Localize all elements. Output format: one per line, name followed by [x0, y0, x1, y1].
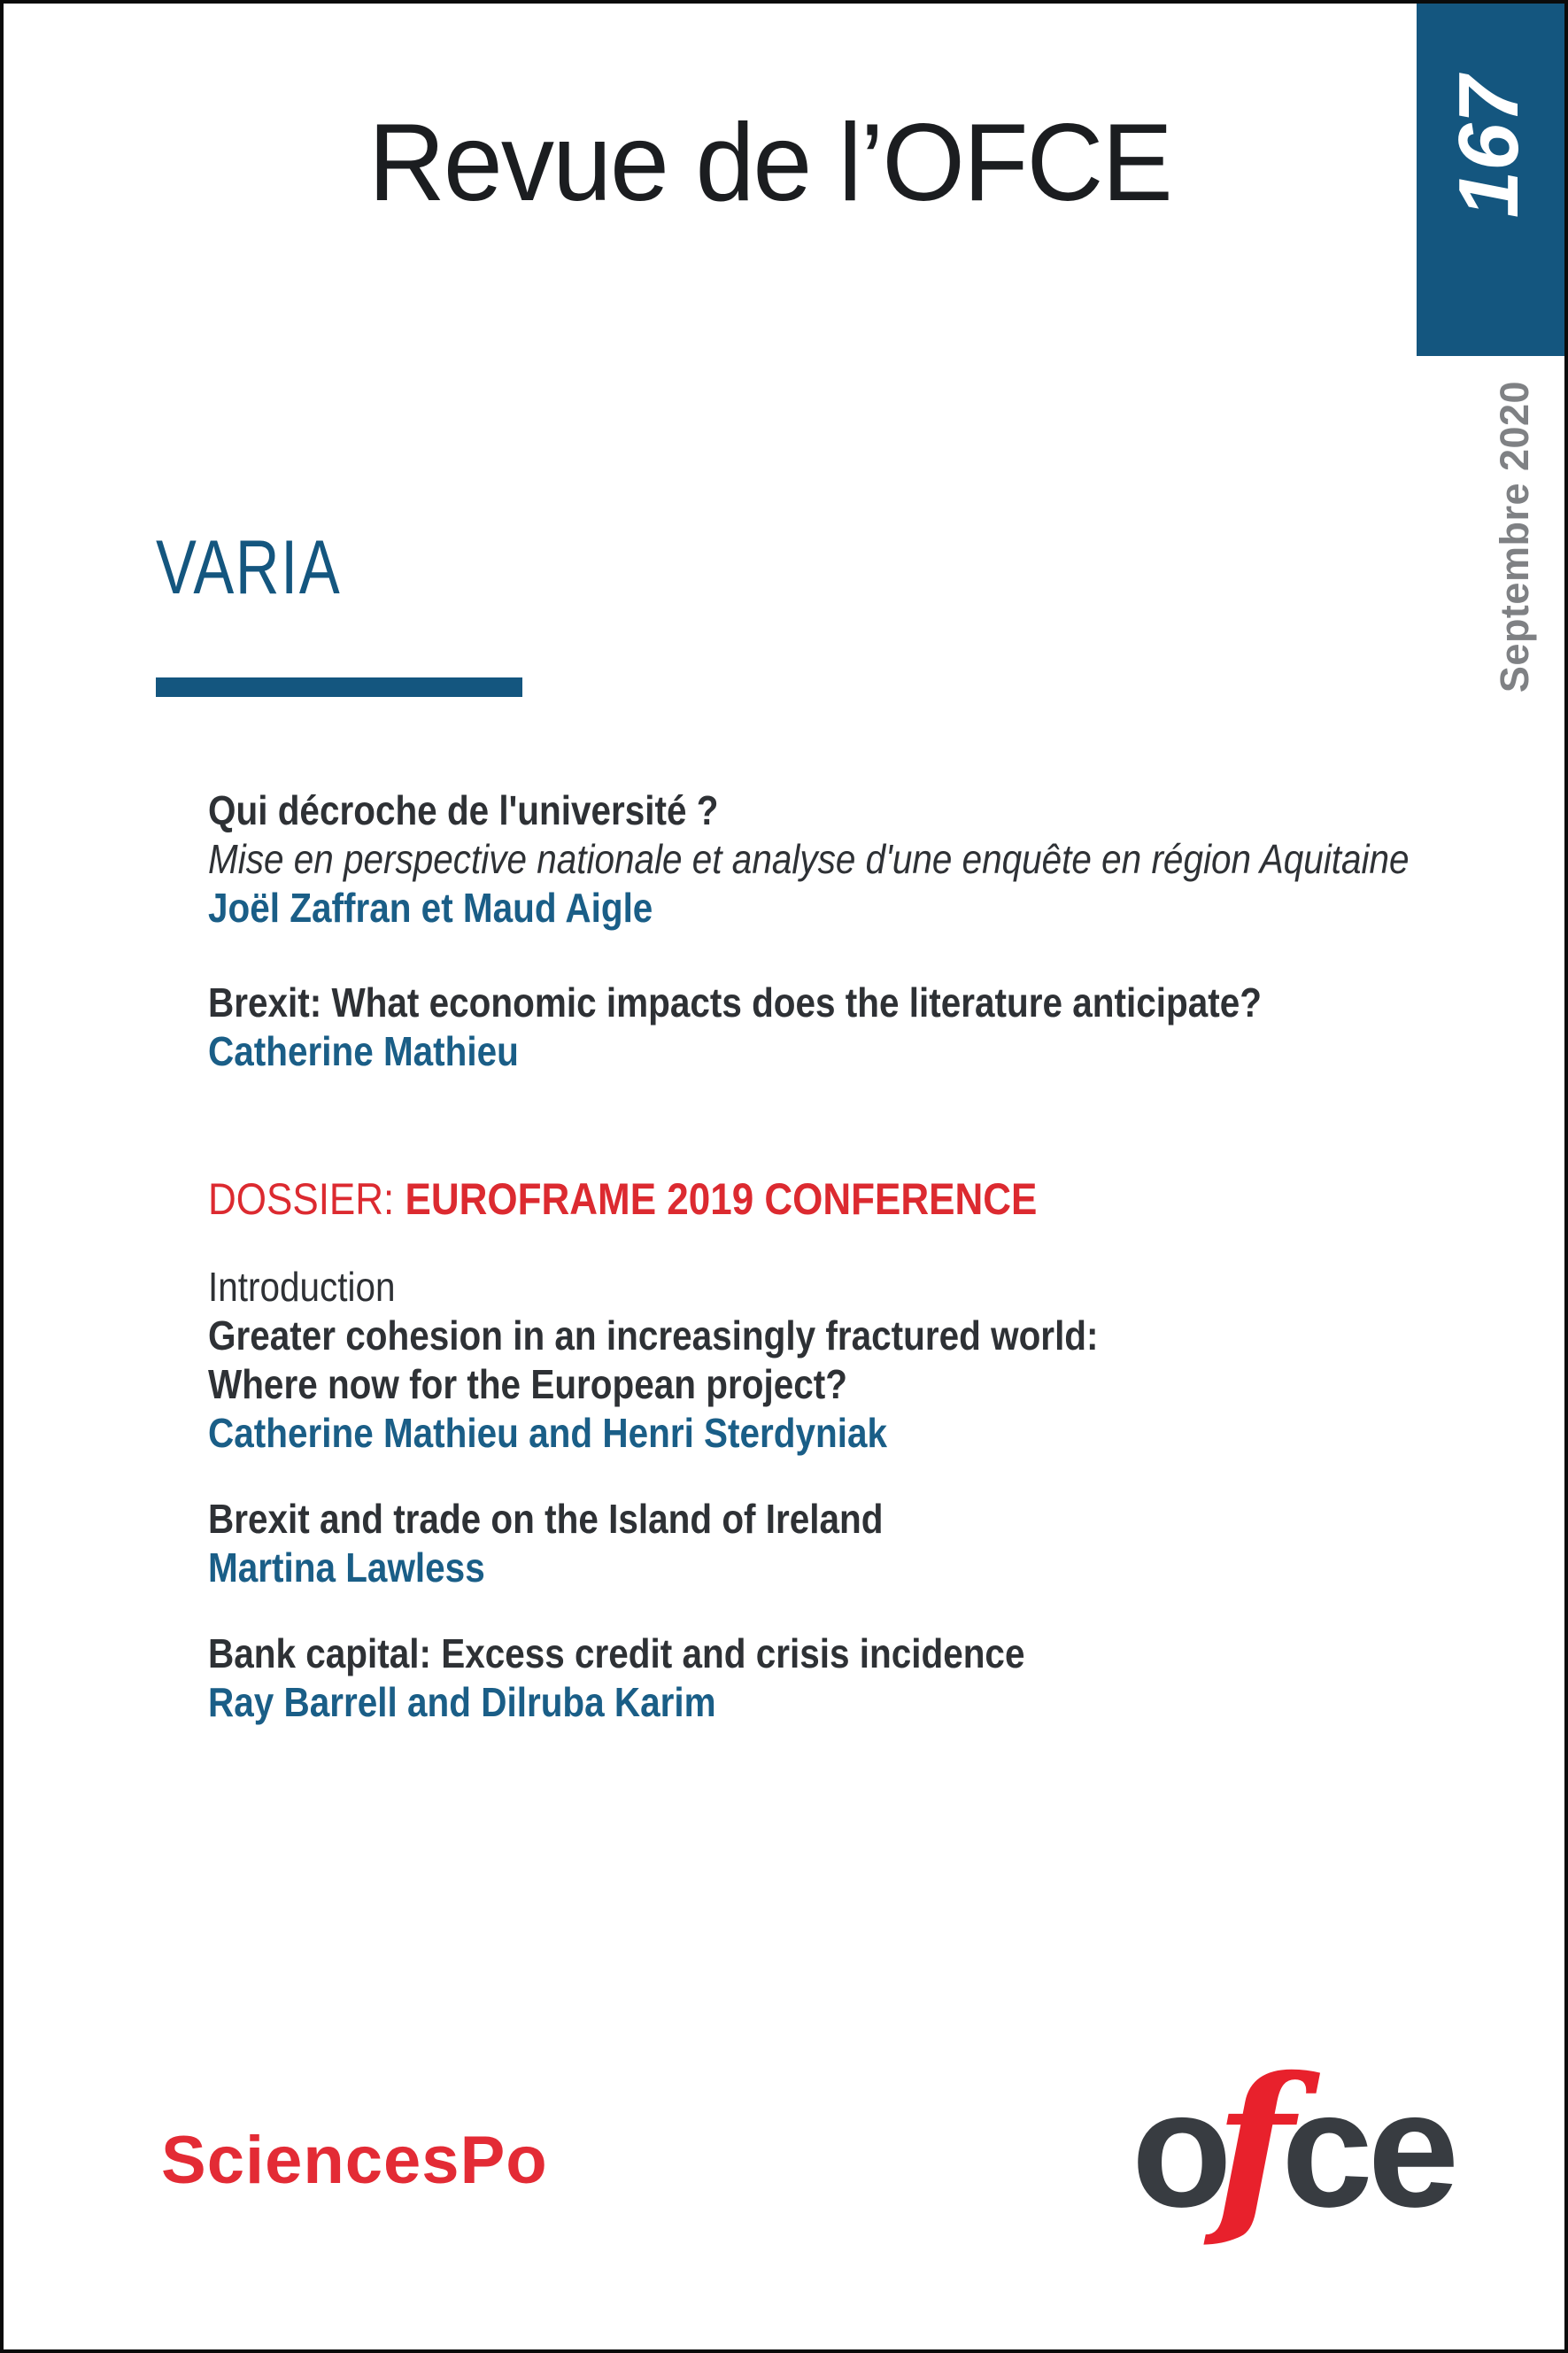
- section-heading: VARIA: [156, 525, 342, 610]
- article-title: Bank capital: Excess credit and crisis incidence: [208, 1630, 1025, 1676]
- spacer: [208, 933, 1471, 979]
- ofce-logo: [1132, 2037, 1455, 2255]
- article-authors: Ray Barrell and Dilruba Karim: [208, 1679, 716, 1725]
- article-title: Where now for the European project?: [208, 1361, 847, 1407]
- issue-date: Septembre 2020: [1492, 380, 1537, 693]
- sciencespo-logo: SciencesPo: [161, 2123, 548, 2198]
- article-title: Qui décroche de l'université ?: [208, 787, 719, 833]
- article-authors: Martina Lawless: [208, 1544, 485, 1591]
- article-authors: Catherine Mathieu and Henri Sterdyniak: [208, 1410, 888, 1456]
- issue-number: 167: [1441, 75, 1536, 219]
- article-authors: Joël Zaffran et Maud Aigle: [208, 885, 653, 931]
- article-title: Brexit and trade on the Island of Ireland: [208, 1496, 884, 1542]
- spacer: [208, 1224, 1471, 1263]
- heading-rule: [156, 677, 522, 697]
- spacer: [208, 1076, 1471, 1175]
- ofce-logo-f: f: [1214, 2037, 1294, 2255]
- article-kicker: Introduction: [208, 1264, 396, 1310]
- ofce-logo-o: o: [1132, 2058, 1227, 2241]
- dossier-title: EUROFRAME 2019 CONFERENCE: [405, 1174, 1038, 1224]
- spacer: [208, 1458, 1471, 1495]
- table-of-contents: [208, 786, 1471, 1727]
- ofce-logo-ce: ce: [1281, 2058, 1455, 2241]
- spacer: [208, 1592, 1471, 1629]
- article-authors: Catherine Mathieu: [208, 1028, 519, 1074]
- dossier-heading: [208, 1175, 1471, 1224]
- dossier-prefix: DOSSIER:: [208, 1174, 406, 1224]
- article-title: Brexit: What economic impacts does the literature anticipate?: [208, 979, 1262, 1026]
- article-subtitle: Mise en perspective nationale et analyse d'une enquête en région Aquitaine: [208, 836, 1410, 882]
- journal-title: Revue de l’OFCE: [368, 102, 1171, 224]
- article-title: Greater cohesion in an increasingly fractured world:: [208, 1312, 1099, 1358]
